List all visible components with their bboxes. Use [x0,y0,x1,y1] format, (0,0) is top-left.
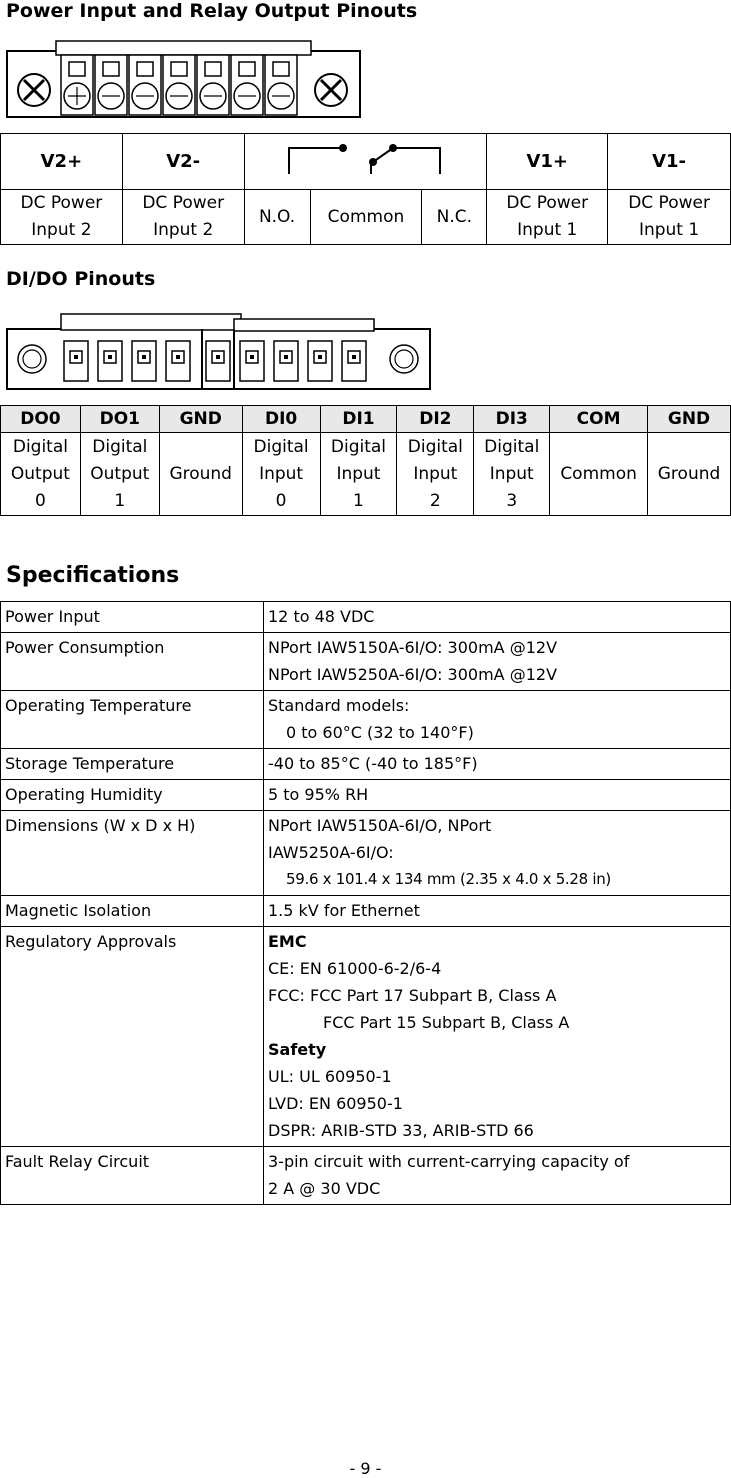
cell-ground-1: Ground [159,433,242,516]
header-gnd-2: GND [648,406,731,433]
power-terminal-block-drawing [6,40,362,120]
cell-dc-power-input-2a: DC Power Input 2 [1,190,123,245]
cell-digital-output-0: Digital Output 0 [1,433,81,516]
spec-row-power-consumption [1,633,731,691]
spec-label: Dimensions (W x D x H) [1,811,264,896]
cell-common: Common [550,433,648,516]
header-do1: DO1 [80,406,159,433]
spec-row-magnetic-isolation [1,896,731,927]
relay-symbol [244,134,487,190]
cell-dc-power-input-1a: DC Power Input 1 [487,190,608,245]
spec-label: Power Input [1,602,264,633]
cell-ground-2: Ground [648,433,731,516]
spec-value: EMC CE: EN 61000-6-2/6-4 FCC: FCC Part 17 Subpart B, Class A FCC Part 15 Subpart B, Class A Safety UL: UL 60950-1 LVD: EN 60950-1 DSPR: ARIB-STD 33, ARIB-STD 66 [264,927,731,1147]
spec-value: 12 to 48 VDC [264,602,731,633]
spec-label: Operating Temperature [1,691,264,749]
cell-digital-output-1: Digital Output 1 [80,433,159,516]
header-v1-minus: V1- [608,134,731,190]
spec-value: NPort IAW5150A-6I/O: 300mA @12V NPort IAW5250A-6I/O: 300mA @12V [264,633,731,691]
dido-table [0,405,731,516]
spec-row-fault-relay-circuit [1,1147,731,1205]
dido-terminal-block-drawing [6,313,432,391]
spec-value: NPort IAW5150A-6I/O, NPort IAW5250A-6I/O: 59.6 x 101.4 x 134 mm (2.35 x 4.0 x 5.28 in) [264,811,731,896]
spec-value: Standard models: 0 to 60°C (32 to 140°F) [264,691,731,749]
spec-row-operating-humidity [1,780,731,811]
heading-dido: DI/DO Pinouts [6,268,156,290]
spec-value: 1.5 kV for Ethernet [264,896,731,927]
spec-label: Storage Temperature [1,749,264,780]
cell-digital-input-1: Digital Input 1 [320,433,397,516]
spec-row-storage-temperature [1,749,731,780]
cell-nc: N.C. [422,190,487,245]
spec-value: 3-pin circuit with current-carrying capacity of 2 A @ 30 VDC [264,1147,731,1205]
specifications-table [0,601,731,1205]
header-v2-plus: V2+ [1,134,123,190]
spec-label: Magnetic Isolation [1,896,264,927]
header-v1-plus: V1+ [487,134,608,190]
spec-row-dimensions [1,811,731,896]
cell-digital-input-3: Digital Input 3 [474,433,550,516]
cell-dc-power-input-1b: DC Power Input 1 [608,190,731,245]
cell-digital-input-0: Digital Input 0 [242,433,320,516]
header-di2: DI2 [397,406,474,433]
cell-digital-input-2: Digital Input 2 [397,433,474,516]
power-relay-table [0,133,731,245]
cell-common: Common [310,190,422,245]
cell-no: N.O. [244,190,310,245]
header-di0: DI0 [242,406,320,433]
cell-dc-power-input-2b: DC Power Input 2 [122,190,244,245]
spec-value: -40 to 85°C (-40 to 185°F) [264,749,731,780]
header-di3: DI3 [474,406,550,433]
relay-switch-icon [285,142,445,176]
header-di1: DI1 [320,406,397,433]
header-com: COM [550,406,648,433]
heading-power-relay: Power Input and Relay Output Pinouts [6,0,418,22]
spec-row-power-input [1,602,731,633]
spec-label: Power Consumption [1,633,264,691]
heading-specifications: Specifications [6,563,180,588]
header-v2-minus: V2- [122,134,244,190]
spec-value: 5 to 95% RH [264,780,731,811]
page-number: - 9 - [349,1459,382,1478]
spec-label: Operating Humidity [1,780,264,811]
spec-label: Fault Relay Circuit [1,1147,264,1205]
spec-row-operating-temperature [1,691,731,749]
spec-label: Regulatory Approvals [1,927,264,1147]
header-do0: DO0 [1,406,81,433]
spec-row-regulatory-approvals [1,927,731,1147]
header-gnd-1: GND [159,406,242,433]
